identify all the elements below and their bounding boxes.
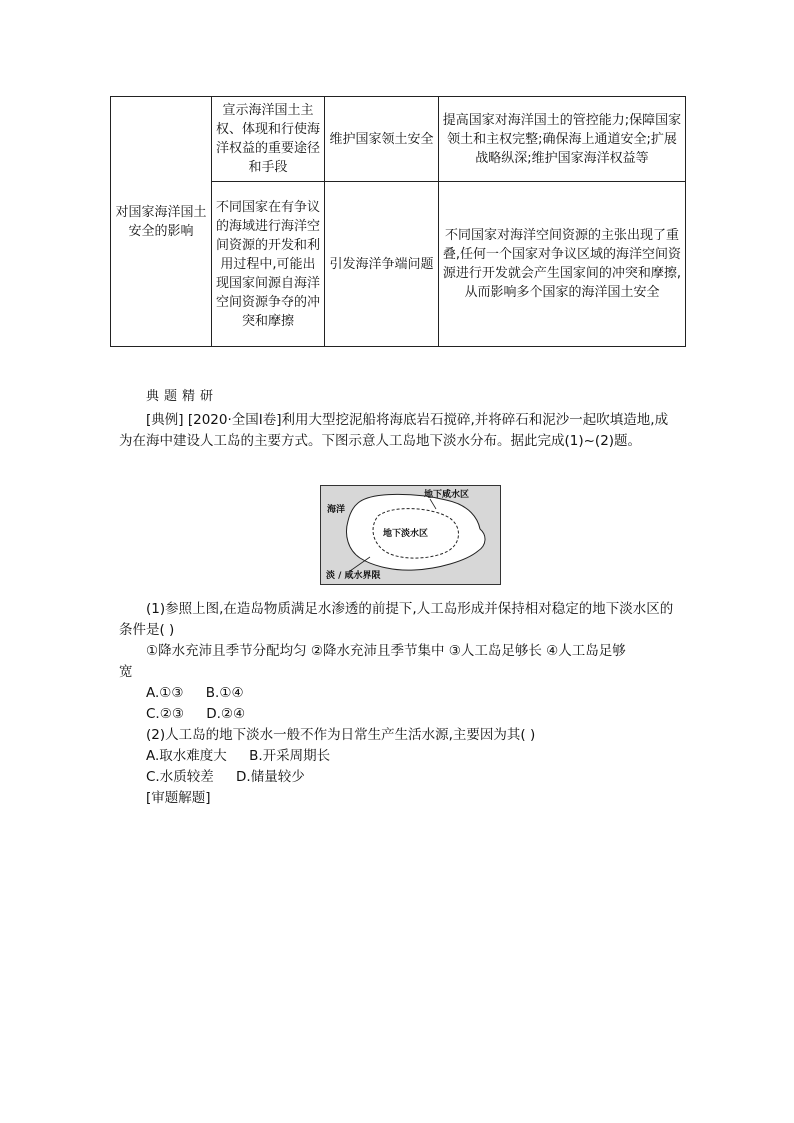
description-cell: 不同国家在有争议的海域进行海洋空间资源的开发和利用过程中,可能出现国家间源自海洋空间资源争夺的冲突和摩擦 <box>212 182 325 347</box>
effect-cell: 维护国家领土安全 <box>325 97 439 182</box>
option-b[interactable]: B.开采周期长 <box>249 748 331 764</box>
label-ocean: 海洋 <box>327 505 346 515</box>
label-boundary: 淡 / 咸水界限 <box>326 571 381 581</box>
option-b[interactable]: B.①④ <box>205 685 244 701</box>
question-1-options-row <box>146 704 263 725</box>
option-d[interactable]: D.储量较少 <box>236 769 305 785</box>
example-text: 利用大型挖泥船将海底岩石搅碎,并将碎石和泥沙一起吹填造地,成为在海中建设人工岛的主要方式。下图示意人工岛地下淡水分布。据此完成(1)~(2)题。 <box>119 412 669 449</box>
effect-cell: 引发海洋争端问题 <box>325 182 439 347</box>
section-heading: 典题精研 <box>146 389 219 404</box>
option-a[interactable]: A.①③ <box>146 685 184 701</box>
option-a[interactable]: A.取水难度大 <box>146 748 227 764</box>
option-d[interactable]: D.②④ <box>206 706 246 722</box>
detail-cell: 不同国家对海洋空间资源的主张出现了重叠,任何一个国家对争议区域的海洋空间资源进行开发就会产生国家间的冲突和摩擦,从而影响多个国家的海洋国土安全 <box>439 182 686 347</box>
island-groundwater-figure <box>320 485 501 585</box>
analysis-label: [审题解题] <box>146 790 211 806</box>
label-fresh-zone: 地下淡水区 <box>383 529 429 539</box>
question-2-options-row <box>146 746 348 767</box>
security-impact-table <box>110 96 686 347</box>
question-2-stem: (2)人工岛的地下淡水一般不作为日常生产生活水源,主要因为其( ) <box>146 727 536 743</box>
question-1-conditions: ①降水充沛且季节分配均匀 ②降水充沛且季节集中 ③人工岛足够长 ④人工岛足够 <box>146 643 626 659</box>
example-label: [典例] <box>146 412 184 428</box>
example-source: [2020·全国Ⅰ卷] <box>187 412 282 428</box>
description-cell: 宣示海洋国土主权、体现和行使海洋权益的重要途径和手段 <box>212 97 325 182</box>
option-c[interactable]: C.水质较差 <box>146 769 214 785</box>
detail-cell: 提高国家对海洋国土的管控能力;保障国家领土和主权完整;确保海上通道安全;扩展战略纵深;维护国家海洋权益等 <box>439 97 686 182</box>
question-1-stem: (1)参照上图,在造岛物质满足水渗透的前提下,人工岛形成并保持相对稳定的地下淡水区的条件是( ) <box>119 601 674 638</box>
label-salt-zone: 地下咸水区 <box>424 490 470 500</box>
row-header-cell: 对国家海洋国土安全的影响 <box>111 97 212 347</box>
question-1-conditions-cont: 宽 <box>119 664 133 680</box>
example-intro <box>119 410 679 452</box>
question-1-options-row <box>146 683 262 704</box>
question-2-options-row <box>146 767 323 788</box>
option-c[interactable]: C.②③ <box>146 706 184 722</box>
table-row <box>111 97 686 182</box>
